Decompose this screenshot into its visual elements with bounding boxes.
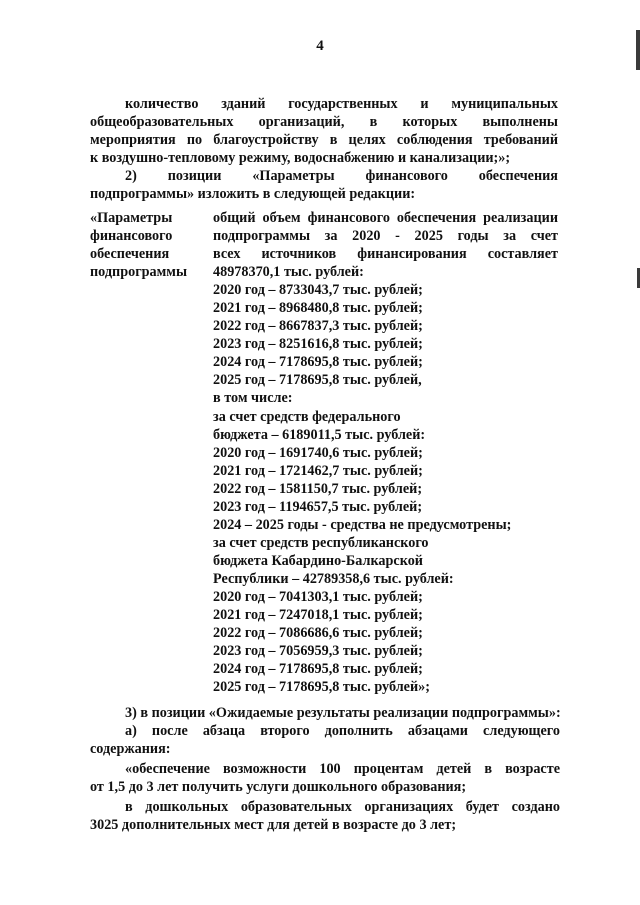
params-right-line: Республики – 42789358,6 тыс. рублей: [213, 571, 454, 587]
params-right-line: 2022 год – 1581150,7 тыс. рублей; [213, 481, 423, 497]
params-right-line: 2023 год – 1194657,5 тыс. рублей; [213, 499, 423, 515]
params-right-line: 2024 год – 7178695,8 тыс. рублей; [213, 661, 423, 677]
params-right-line: 2021 год – 1721462,7 тыс. рублей; [213, 463, 423, 479]
params-right-line: за счет средств республиканского [213, 535, 429, 551]
intro-line: общеобразовательных организаций, в которых выполнены [90, 114, 558, 130]
params-left-label: «Параметры [90, 210, 173, 226]
params-right-line: 48978370,1 тыс. рублей: [213, 264, 364, 280]
item3-line: содержания: [90, 741, 171, 757]
item3-line: 3025 дополнительных мест для детей в возрасте до 3 лет; [90, 817, 457, 833]
params-right-line: 2025 год – 7178695,8 тыс. рублей, [213, 372, 422, 388]
item3-line: в дошкольных образовательных организациях будет создано [125, 799, 560, 815]
params-right-line: 2024 год – 7178695,8 тыс. рублей; [213, 354, 423, 370]
params-left-label: подпрограммы [90, 264, 188, 280]
item3-line: а) после абзаца второго дополнить абзацами следующего [125, 723, 560, 739]
params-right-line: 2021 год – 7247018,1 тыс. рублей; [213, 607, 423, 623]
item2-line: 2) позиции «Параметры финансового обеспечения [125, 168, 558, 184]
params-right-line: 2023 год – 7056959,3 тыс. рублей; [213, 643, 423, 659]
params-right-line: подпрограммы за 2020 - 2025 годы за счет [213, 228, 558, 244]
intro-line: к воздушно-тепловому режиму, водоснабжению и канализации;»; [90, 150, 511, 166]
item3-line: «обеспечение возможности 100 процентам детей в возрасте [125, 761, 560, 777]
params-right-line: бюджета Кабардино-Балкарской [213, 553, 423, 569]
params-left-label: финансового [90, 228, 173, 244]
params-right-line: за счет средств федерального [213, 409, 401, 425]
params-right-line: 2022 год – 8667837,3 тыс. рублей; [213, 318, 423, 334]
params-right-line: общий объем финансового обеспечения реализации [213, 210, 558, 226]
params-right-line: 2022 год – 7086686,6 тыс. рублей; [213, 625, 423, 641]
intro-line: количество зданий государственных и муниципальных [125, 96, 558, 112]
params-right-line: 2020 год – 7041303,1 тыс. рублей; [213, 589, 423, 605]
params-left-label: обеспечения [90, 246, 170, 262]
params-right-line: 2023 год – 8251616,8 тыс. рублей; [213, 336, 423, 352]
params-right-line: 2021 год – 8968480,8 тыс. рублей; [213, 300, 423, 316]
params-right-line: бюджета – 6189011,5 тыс. рублей: [213, 427, 426, 443]
params-right-line: 2020 год – 8733043,7 тыс. рублей; [213, 282, 423, 298]
item3-line: 3) в позиции «Ожидаемые результаты реализации подпрограммы»: [125, 705, 561, 721]
params-right-line: всех источников финансирования составляет [213, 246, 558, 262]
page-number: 4 [316, 38, 324, 54]
params-right-line: 2025 год – 7178695,8 тыс. рублей»; [213, 679, 430, 695]
intro-line: мероприятия по благоустройству в целях соблюдения требований [90, 132, 558, 148]
params-right-line: 2020 год – 1691740,6 тыс. рублей; [213, 445, 423, 461]
item3-line: от 1,5 до 3 лет получить услуги дошкольного образования; [90, 779, 467, 795]
item2-line: подпрограммы» изложить в следующей редакции: [90, 186, 416, 202]
params-right-line: в том числе: [213, 390, 293, 406]
params-right-line: 2024 – 2025 годы - средства не предусмотрены; [213, 517, 512, 533]
